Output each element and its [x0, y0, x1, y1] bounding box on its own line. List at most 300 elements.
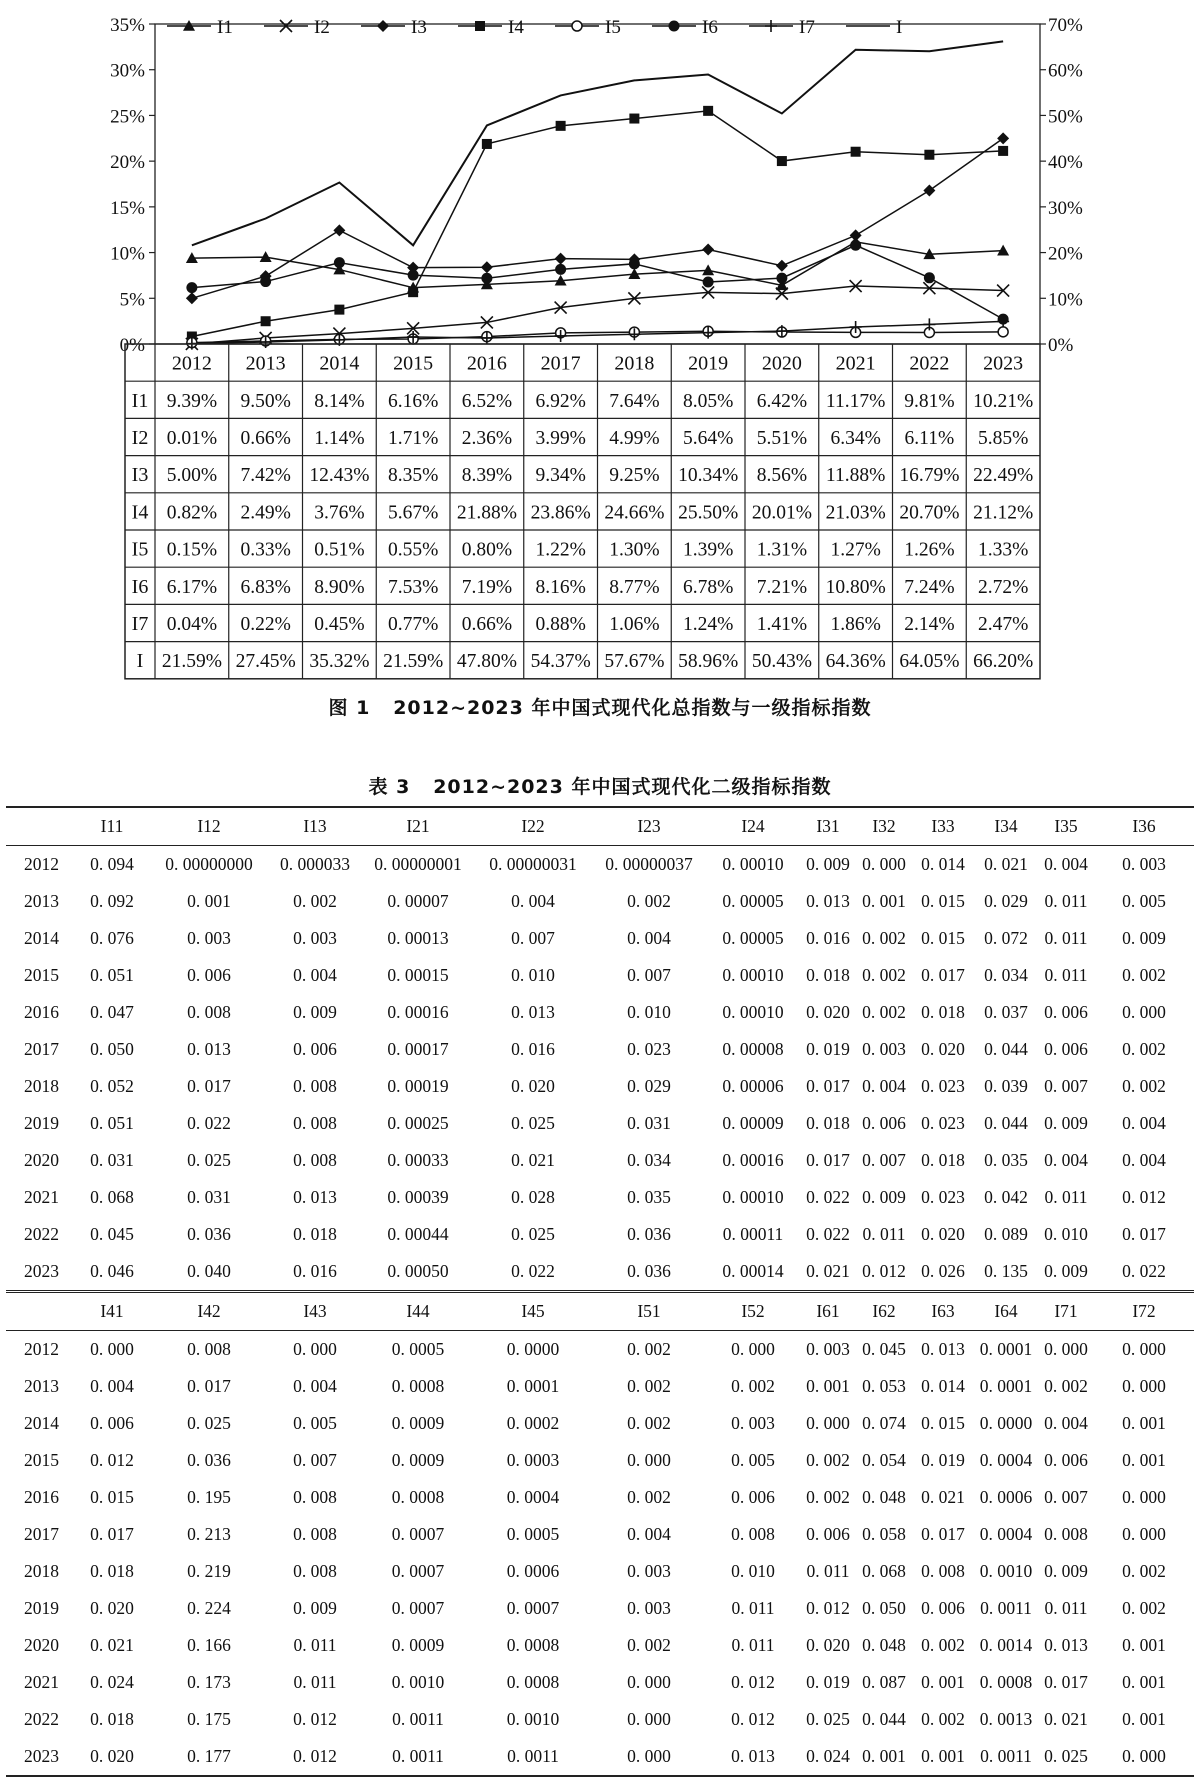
table-cell: 0. 00044	[387, 1224, 449, 1244]
table-year-cell: 2020	[24, 1150, 59, 1170]
table-cell: 0. 020	[806, 1002, 850, 1022]
data-table-year: 2019	[688, 352, 729, 375]
table-column-header: I43	[268, 1292, 362, 1331]
table-cell: 0. 023	[921, 1076, 965, 1096]
table-cell: 0. 017	[187, 1076, 231, 1096]
table-cell: 0. 002	[1122, 965, 1166, 985]
table-cell: 0. 0008	[506, 1672, 560, 1692]
series-point-i6	[186, 282, 197, 293]
table-cell: 0. 00005	[722, 928, 784, 948]
table-cell: 0. 008	[293, 1487, 337, 1507]
table-cell: 0. 00000001	[374, 854, 462, 874]
table-row	[6, 1479, 1194, 1516]
table-cell: 0. 007	[1044, 1487, 1088, 1507]
table-cell: 0. 015	[921, 891, 965, 911]
series-point-i6	[260, 276, 271, 287]
table-cell: 0. 019	[921, 1450, 965, 1470]
table-cell: 0. 002	[862, 1002, 906, 1022]
table-cell: 0. 008	[187, 1339, 231, 1359]
series-point-i6	[555, 264, 566, 275]
table-cell: 0. 002	[293, 891, 337, 911]
table-cell: 0. 012	[293, 1709, 337, 1729]
table-cell: 0. 000	[627, 1709, 671, 1729]
data-table-value: 1.30%	[609, 539, 660, 561]
table-cell: 0. 0010	[506, 1709, 560, 1729]
table-column-header: I36	[1094, 807, 1194, 846]
table-year-cell: 2015	[24, 965, 59, 985]
table-cell: 0. 017	[806, 1076, 850, 1096]
table-cell: 0. 002	[1122, 1598, 1166, 1618]
table-row	[6, 1516, 1194, 1553]
table-column-header: I44	[362, 1292, 474, 1331]
data-table-value: 9.50%	[240, 390, 291, 412]
table-row	[6, 1405, 1194, 1442]
right-axis-tick-label: 50%	[1048, 106, 1083, 128]
table-cell: 0. 018	[921, 1150, 965, 1170]
table-row	[6, 1590, 1194, 1627]
table-cell: 0. 092	[90, 891, 134, 911]
data-table-value: 10.34%	[678, 465, 739, 487]
table-cell: 0. 003	[862, 1039, 906, 1059]
data-table-value: 0.66%	[240, 428, 291, 449]
legend-marker	[572, 21, 582, 31]
table-cell: 0. 009	[293, 1002, 337, 1022]
data-table-year: 2023	[983, 352, 1024, 375]
table-cell: 0. 0009	[391, 1635, 445, 1655]
data-table-value: 21.03%	[825, 502, 886, 524]
data-table-value: 57.67%	[604, 651, 665, 673]
table-cell: 0. 224	[187, 1598, 231, 1618]
series-point-i3	[333, 224, 345, 236]
data-table-value: 9.81%	[904, 390, 955, 412]
table-column-header: I62	[856, 1292, 912, 1331]
series-point-i4	[261, 316, 271, 326]
table-header-row	[6, 807, 1194, 846]
table-row	[6, 1105, 1194, 1142]
table-column-header: I72	[1094, 1292, 1194, 1331]
table-cell: 0. 002	[627, 1487, 671, 1507]
data-table-value: 0.51%	[314, 539, 365, 561]
table-column-header: I11	[74, 807, 150, 846]
table-row	[6, 1068, 1194, 1105]
table-cell: 0. 009	[1044, 1261, 1088, 1281]
table-cell: 0. 0007	[391, 1598, 445, 1618]
table-cell: 0. 0002	[506, 1413, 560, 1433]
data-table-value: 1.22%	[535, 539, 586, 561]
table-cell: 0. 007	[627, 965, 671, 985]
table-cell: 0. 004	[1044, 1150, 1088, 1170]
table-cell: 0. 006	[862, 1113, 906, 1133]
table-row	[6, 1142, 1194, 1179]
table-cell: 0. 002	[627, 891, 671, 911]
table-cell: 0. 001	[1122, 1413, 1166, 1433]
table-cell: 0. 036	[627, 1261, 671, 1281]
table-column-header: I12	[150, 807, 268, 846]
legend-label: I5	[605, 17, 621, 38]
data-table-value: 5.51%	[756, 428, 808, 449]
table-cell: 0. 050	[90, 1039, 134, 1059]
series-point-i6	[924, 272, 935, 283]
table-cell: 0. 051	[90, 1113, 134, 1133]
right-axis-tick-label: 70%	[1048, 15, 1083, 36]
table-cell: 0. 011	[1044, 928, 1088, 948]
table-cell: 0. 00013	[387, 928, 449, 948]
data-table-value: 1.41%	[756, 614, 808, 635]
table-cell: 0. 001	[1122, 1450, 1166, 1470]
data-table-value: 7.19%	[461, 576, 513, 598]
table-cell: 0. 029	[984, 891, 1028, 911]
data-table-value: 5.64%	[682, 428, 734, 449]
data-table-value: 0.82%	[166, 502, 218, 524]
table-cell: 0. 008	[293, 1113, 337, 1133]
table-cell: 0. 195	[187, 1487, 231, 1507]
table-cell: 0. 050	[862, 1598, 906, 1618]
table-cell: 0. 175	[187, 1709, 231, 1729]
data-table-value: 1.39%	[682, 539, 734, 561]
data-table-value: 27.45%	[235, 651, 296, 673]
table-cell: 0. 014	[921, 1376, 965, 1396]
data-table-series-name: I	[136, 650, 144, 673]
table-row	[6, 1442, 1194, 1479]
series-point-i3	[997, 132, 1009, 144]
table-cell: 0. 0001	[979, 1376, 1033, 1396]
figure-caption	[0, 693, 1200, 720]
table-cell: 0. 000	[1122, 1339, 1166, 1359]
table-cell: 0. 0003	[506, 1450, 560, 1470]
data-table-value: 21.12%	[973, 502, 1034, 524]
data-table-series-name: I2	[131, 427, 149, 449]
table-row	[6, 1216, 1194, 1253]
table-cell: 0. 007	[293, 1450, 337, 1470]
legend-label: I3	[411, 17, 427, 38]
table-year-cell: 2013	[24, 1376, 59, 1396]
table-cell: 0. 166	[187, 1635, 231, 1655]
table-cell: 0. 018	[806, 965, 850, 985]
table-cell: 0. 003	[627, 1598, 671, 1618]
data-table-value: 64.36%	[825, 651, 886, 673]
data-table-value: 21.59%	[161, 651, 222, 673]
data-table-value: 3.76%	[314, 502, 365, 524]
table-cell: 0. 001	[806, 1376, 850, 1396]
table-cell: 0. 004	[1122, 1150, 1166, 1170]
table-cell: 0. 013	[293, 1187, 337, 1207]
data-table-series-name: I5	[131, 538, 149, 561]
legend-label: I	[896, 17, 903, 38]
table-cell: 0. 00019	[387, 1076, 449, 1096]
table-cell: 0. 001	[1122, 1709, 1166, 1729]
table-cell: 0. 00010	[722, 1002, 784, 1022]
table-cell: 0. 011	[1044, 1598, 1088, 1618]
table-row	[6, 994, 1194, 1031]
right-axis-tick-label: 30%	[1048, 197, 1083, 219]
table-cell: 0. 072	[984, 928, 1028, 948]
table-year-cell: 2019	[24, 1113, 59, 1133]
table-caption-label: 表 3	[368, 776, 411, 798]
legend-marker	[377, 20, 389, 32]
table-cell: 0. 007	[1044, 1076, 1088, 1096]
series-point-i5	[998, 327, 1008, 337]
table-cell: 0. 004	[90, 1376, 134, 1396]
table-cell: 0. 00039	[387, 1187, 449, 1207]
table-cell: 0. 008	[731, 1524, 775, 1544]
data-table-value: 1.71%	[387, 428, 439, 449]
data-table-value: 0.33%	[240, 539, 291, 561]
data-table-value: 2.14%	[904, 614, 955, 635]
left-axis-tick-label: 25%	[110, 106, 145, 128]
table-cell: 0. 021	[1044, 1709, 1088, 1729]
table-cell: 0. 039	[984, 1076, 1028, 1096]
figure-caption-text: 2012~2023 年中国式现代化总指数与一级指标指数	[393, 697, 872, 719]
data-table-value: 6.17%	[166, 576, 218, 598]
table-cell: 0. 076	[90, 928, 134, 948]
table-cell: 0. 025	[511, 1113, 555, 1133]
data-table-year: 2018	[614, 352, 655, 375]
table-column-header: I61	[800, 1292, 856, 1331]
table-year-cell: 2019	[24, 1598, 59, 1618]
table-cell: 0. 007	[862, 1150, 906, 1170]
data-table-value: 64.05%	[899, 651, 960, 673]
data-table-value: 54.37%	[530, 651, 591, 673]
table-cell: 0. 074	[862, 1413, 906, 1433]
data-table-series-name: I1	[131, 389, 149, 412]
table-cell: 0. 009	[862, 1187, 906, 1207]
table-cell: 0. 017	[921, 1524, 965, 1544]
table-year-cell: 2021	[24, 1187, 59, 1207]
table-cell: 0. 029	[627, 1076, 671, 1096]
table-cell: 0. 015	[921, 1413, 965, 1433]
table-cell: 0. 022	[1122, 1261, 1166, 1281]
table-year-cell: 2023	[6, 1738, 74, 1776]
table-cell: 0. 009	[1044, 1113, 1088, 1133]
table-cell: 0. 0004	[506, 1487, 560, 1507]
table-cell: 0. 173	[187, 1672, 231, 1692]
table-cell: 0. 005	[1122, 891, 1166, 911]
data-table-value: 10.21%	[973, 390, 1034, 412]
table-cell: 0. 004	[862, 1076, 906, 1096]
table-caption-text: 2012~2023 年中国式现代化二级指标指数	[433, 776, 832, 798]
table-cell: 0. 048	[862, 1635, 906, 1655]
data-table-value: 8.16%	[535, 576, 586, 598]
table-cell: 0. 00015	[387, 965, 449, 985]
table-year-cell: 2017	[24, 1524, 59, 1544]
table-cell: 0. 219	[187, 1561, 231, 1581]
data-table-value: 8.56%	[756, 465, 808, 487]
table-cell: 0. 00005	[722, 891, 784, 911]
table-cell: 0. 008	[293, 1076, 337, 1096]
table-cell: 0. 009	[293, 1598, 337, 1618]
table-cell: 0. 013	[187, 1039, 231, 1059]
data-table-series-name: I4	[131, 501, 149, 524]
table-cell: 0. 019	[806, 1039, 850, 1059]
table-cell: 0. 006	[187, 965, 231, 985]
table-cell: 0. 034	[984, 965, 1028, 985]
series-point-i3	[850, 229, 862, 241]
table-cell: 0. 001	[921, 1672, 965, 1692]
series-point-i6	[629, 258, 640, 269]
table-cell: 0. 000	[293, 1339, 337, 1359]
data-table-series-name: I3	[131, 464, 149, 487]
table-cell: 0. 006	[921, 1598, 965, 1618]
table-column-header: I23	[592, 807, 706, 846]
series-point-i3	[481, 261, 493, 273]
table-cell: 0. 0007	[391, 1524, 445, 1544]
table-cell: 0. 035	[984, 1150, 1028, 1170]
table-column-header: I13	[268, 807, 362, 846]
table-year-cell: 2016	[24, 1002, 59, 1022]
data-table-value: 5.00%	[166, 465, 218, 487]
table-cell: 0. 0000	[979, 1413, 1033, 1433]
table-column-header: I22	[474, 807, 592, 846]
table-cell: 0. 000	[1044, 1339, 1088, 1359]
table-cell: 0. 006	[1044, 1450, 1088, 1470]
left-axis-tick-label: 15%	[110, 197, 145, 219]
table-cell: 0. 0011	[980, 1598, 1032, 1618]
right-axis-tick-label: 20%	[1048, 243, 1083, 265]
series-point-i6	[481, 273, 492, 284]
data-table-value: 6.42%	[756, 390, 808, 412]
series-point-i4	[629, 114, 639, 124]
table-column-header: I63	[912, 1292, 974, 1331]
table-cell: 0. 002	[862, 965, 906, 985]
table-cell: 0. 003	[1122, 854, 1166, 874]
table-cell: 0. 017	[921, 965, 965, 985]
table-row	[6, 1368, 1194, 1405]
table-cell: 0. 006	[731, 1487, 775, 1507]
table-cell: 0. 042	[984, 1187, 1028, 1207]
data-table-value: 24.66%	[604, 502, 665, 524]
table-row	[6, 1179, 1194, 1216]
table-cell: 0. 000	[731, 1339, 775, 1359]
data-table-year: 2016	[466, 352, 507, 375]
figure-caption-label: 图 1	[328, 697, 371, 719]
table-year-cell: 2021	[24, 1672, 59, 1692]
table-cell: 0. 007	[511, 928, 555, 948]
data-table-series-name: I7	[131, 613, 149, 635]
data-table-value: 8.90%	[314, 576, 365, 598]
table-cell: 0. 013	[706, 1738, 800, 1776]
left-axis-tick-label: 35%	[110, 15, 145, 36]
data-table-value: 2.36%	[461, 428, 513, 449]
table-cell: 0. 025	[187, 1150, 231, 1170]
table-cell: 0. 002	[627, 1376, 671, 1396]
data-table-value: 1.26%	[904, 539, 955, 561]
table-cell: 0. 052	[90, 1076, 134, 1096]
table-cell: 0. 001	[187, 891, 231, 911]
table-cell: 0. 020	[511, 1076, 555, 1096]
data-table-value: 0.01%	[166, 428, 218, 449]
data-table-value: 7.24%	[904, 576, 955, 598]
data-table-value: 3.99%	[535, 428, 586, 449]
table-cell: 0. 012	[731, 1709, 775, 1729]
data-table-value: 2.47%	[977, 614, 1029, 635]
series-point-i6	[334, 257, 345, 268]
table-cell: 0. 025	[511, 1224, 555, 1244]
table-header-corner	[6, 1292, 74, 1331]
table-cell: 0. 0011	[392, 1709, 444, 1729]
table-cell: 0. 048	[862, 1487, 906, 1507]
table-column-header: I31	[800, 807, 856, 846]
data-table-value: 11.17%	[825, 390, 886, 412]
left-axis-tick-label: 20%	[110, 152, 145, 174]
table-cell: 0. 018	[921, 1002, 965, 1022]
table-cell: 0. 020	[74, 1738, 150, 1776]
series-point-i4	[556, 121, 566, 131]
table-cell: 0. 0006	[979, 1487, 1033, 1507]
data-table-value: 1.31%	[756, 539, 808, 561]
table-column-header: I42	[150, 1292, 268, 1331]
data-table-value: 5.67%	[387, 502, 439, 524]
table-year-cell: 2023	[24, 1261, 59, 1281]
series-point-i4	[482, 139, 492, 149]
table-cell: 0. 058	[862, 1524, 906, 1544]
legend-marker	[669, 21, 680, 32]
table-cell: 0. 011	[293, 1635, 337, 1655]
table-cell: 0. 000	[862, 854, 906, 874]
data-table-value: 6.92%	[535, 390, 586, 412]
table-column-header: I64	[974, 1292, 1038, 1331]
table-cell: 0. 006	[1044, 1039, 1088, 1059]
table-cell: 0. 001	[862, 891, 906, 911]
table-cell: 0. 003	[627, 1561, 671, 1581]
data-table-value: 11.88%	[825, 465, 886, 487]
table-cell: 0. 0001	[979, 1339, 1033, 1359]
data-table-value: 20.70%	[899, 502, 960, 524]
table-cell: 0. 00000031	[489, 854, 577, 874]
table-cell: 0. 012	[90, 1450, 134, 1470]
table-cell: 0. 001	[1122, 1635, 1166, 1655]
table-cell: 0. 001	[912, 1738, 974, 1776]
data-table-value: 6.34%	[830, 428, 881, 449]
table-cell: 0. 011	[293, 1672, 337, 1692]
data-table-value: 1.06%	[609, 614, 660, 635]
table-cell: 0. 0009	[391, 1413, 445, 1433]
table-cell: 0. 026	[921, 1261, 965, 1281]
data-table-value: 0.04%	[166, 614, 218, 635]
table-cell: 0. 0006	[506, 1561, 560, 1581]
table-row	[6, 883, 1194, 920]
table-cell: 0. 0008	[391, 1376, 445, 1396]
series-point-i3	[702, 243, 714, 255]
series-point-i1	[702, 264, 714, 275]
table-cell: 0. 013	[921, 1339, 965, 1359]
table-cell: 0. 0005	[506, 1524, 560, 1544]
table-cell: 0. 011	[731, 1598, 775, 1618]
table-column-header: I24	[706, 807, 800, 846]
table-cell: 0. 003	[731, 1413, 775, 1433]
data-table-value: 10.80%	[825, 576, 886, 598]
legend-label: I6	[702, 17, 718, 38]
table-cell: 0. 000	[1122, 1376, 1166, 1396]
table-cell: 0. 045	[90, 1224, 134, 1244]
series-point-i3	[776, 260, 788, 272]
table-cell: 0. 054	[862, 1450, 906, 1470]
series-point-i4	[851, 147, 861, 157]
table-cell: 0. 00025	[387, 1113, 449, 1133]
table-cell: 0. 001	[1122, 1672, 1166, 1692]
plot-frame	[155, 24, 1040, 344]
data-table-value: 0.88%	[535, 614, 586, 635]
data-table-year: 2020	[761, 352, 802, 375]
data-table-value: 5.85%	[977, 428, 1029, 449]
table-cell: 0. 008	[293, 1561, 337, 1581]
table-cell: 0. 025	[187, 1413, 231, 1433]
table-row	[6, 1627, 1194, 1664]
table-cell: 0. 017	[1044, 1672, 1088, 1692]
table-cell: 0. 015	[90, 1487, 134, 1507]
data-table-value: 2.49%	[240, 502, 291, 524]
table-header-corner	[6, 807, 74, 846]
table-cell: 0. 044	[984, 1039, 1028, 1059]
